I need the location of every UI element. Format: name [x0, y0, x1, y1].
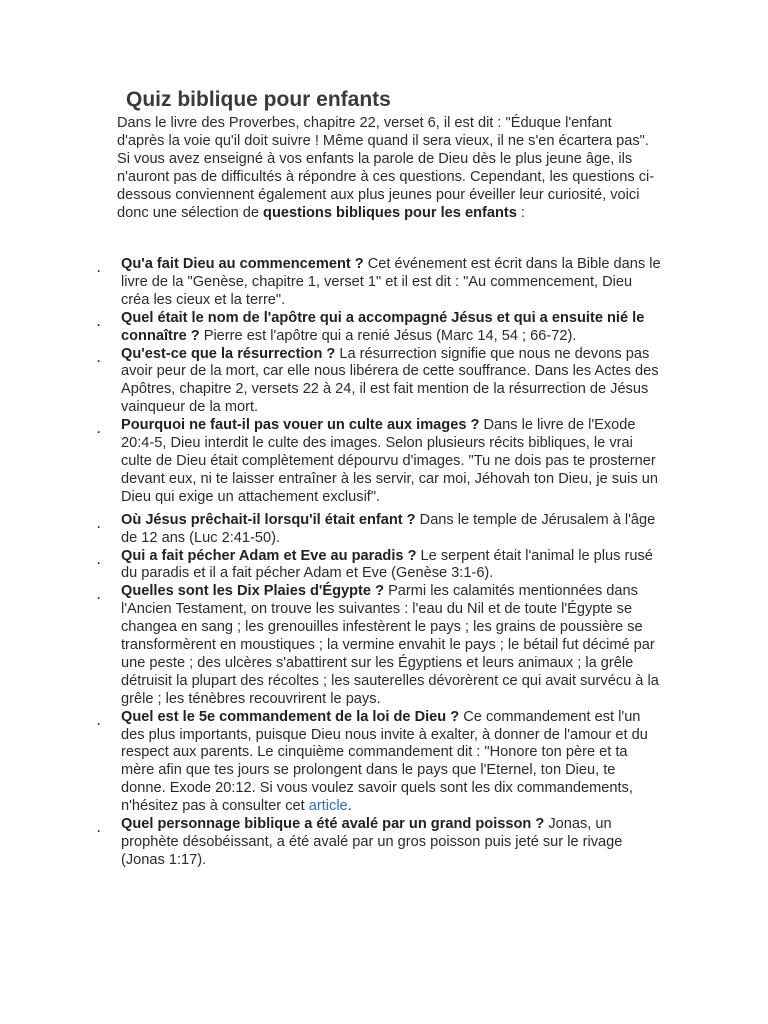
- question-text: Quel personnage biblique a été avalé par un grand poisson ?: [121, 816, 545, 833]
- page-title: Quiz biblique pour enfants: [126, 88, 391, 111]
- answer-end: .: [347, 798, 352, 815]
- question-text: Qu'est-ce que la résurrection ?: [121, 345, 336, 362]
- list-item: [0, 346, 661, 418]
- answer-text: La résurrection signifie que nous ne devons pas avoir peur de la mort, car elle nous libérera de cette souffrance. Dans les Actes des Apôtres, chapitre 2, versets 22 à 24, il est fait mention de la résurrection de Jésus vainqueur de la mort.: [121, 345, 659, 416]
- question-text: Quelles sont les Dix Plaies d'Égypte ?: [121, 583, 385, 600]
- answer-text: Cet événement est écrit dans la Bible dans le livre de la "Genèse, chapitre 1, verset 1" et il est dit : "Au commencement, Dieu créa les cieux et la terre".: [121, 256, 661, 308]
- intro-end: :: [516, 205, 525, 222]
- article-link[interactable]: article: [308, 798, 348, 815]
- question-list: [0, 256, 768, 870]
- bullet-icon: .: [97, 422, 101, 437]
- bullet-icon: .: [97, 314, 101, 329]
- question-text: Qui a fait pécher Adam et Eve au paradis ?: [121, 547, 417, 564]
- answer-text: Parmi les calamités mentionnées dans l'Ancien Testament, on trouve les suivantes : l'eau du Nil et de toute l'Égypte se changea en sang ; les grenouilles infestèrent le pays ; les grains de poussière se transformèrent en moustiques ; la vermine envahit le pays ; le bétail fut décimé par une peste ; des ulcères s'abattirent sur les Égyptiens et leurs animaux ; la grêle détruisit la plupart des récoltes ; les sauterelles dévorèrent ce qui avait survécu à la grêle ; les ténèbres recouvrirent le pays.: [121, 583, 659, 707]
- question-text: Qu'a fait Dieu au commencement ?: [121, 256, 364, 272]
- question-text: Où Jésus prêchait-il lorsqu'il était enfant ?: [121, 511, 416, 528]
- question-text: Pourquoi ne faut-il pas vouer un culte aux images ?: [121, 417, 480, 434]
- intro-bold-phrase: questions bibliques pour les enfants: [263, 205, 517, 222]
- bullet-icon: .: [97, 713, 101, 728]
- answer-text: Dans le temple de Jérusalem à l'âge de 12 ans (Luc 2:41-50).: [121, 511, 656, 546]
- question-text: Quel était le nom de l'apôtre qui a accompagné Jésus et qui a ensuite nié le connaître ?: [121, 309, 645, 344]
- bullet-icon: .: [97, 516, 101, 531]
- answer-text: Pierre est l'apôtre qui a renié Jésus (Marc 14, 54 ; 66-72).: [199, 327, 577, 344]
- intro-paragraph: [117, 114, 657, 223]
- list-item: [0, 310, 661, 346]
- list-item: [0, 512, 661, 548]
- list-item: [0, 816, 661, 870]
- list-item: [0, 417, 661, 507]
- list-item: [0, 709, 661, 816]
- bullet-icon: .: [97, 552, 101, 567]
- bullet-icon: .: [97, 350, 101, 365]
- list-item: [0, 548, 661, 584]
- answer-text: Le serpent était l'animal le plus rusé du paradis et il a fait pécher Adam et Eve (Genèse 3:1-6).: [121, 547, 653, 582]
- answer-text: Jonas, un prophète désobéissant, a été avalé par un gros poisson puis jeté sur le rivage (Jonas 1:17).: [121, 816, 623, 868]
- list-item: [0, 256, 661, 310]
- question-text: Quel est le 5e commandement de la loi de Dieu ?: [121, 708, 460, 725]
- bullet-icon: .: [97, 588, 101, 603]
- bullet-icon: .: [97, 261, 101, 275]
- bullet-icon: .: [97, 821, 101, 836]
- intro-text: Dans le livre des Proverbes, chapitre 22, verset 6, il est dit : "Éduque l'enfant d'après la voie qu'il doit suivre ! Même quand il sera vieux, il ne s'en écartera pas". Si vous avez enseigné à vos enfants la parole de Dieu dès le plus jeune âge, ils n'auront pas de difficultés à répondre à ces questions. Cependant, les questions ci-dessous conviennent également aux plus jeunes pour éveiller leur curiosité, voici donc une sélection de: [117, 115, 655, 222]
- answer-text: Ce commandement est l'un des plus importants, puisque Dieu nous invite à exalter, à donner de l'amour et du respect aux parents. Le cinquième commandement dit : "Honore ton père et ta mère afin que tes jours se prolongent dans le pays que l'Eternel, ton Dieu, te donne. Exode 20:12. Si vous voulez savoir quels sont les dix commandements, n'hésitez pas à consulter cet: [121, 708, 648, 815]
- list-item: [0, 583, 661, 708]
- answer-text: Dans le livre de l'Exode 20:4-5, Dieu interdit le culte des images. Selon plusieurs récits bibliques, le vrai culte de Dieu était complètement dépourvu d'images. "Tu ne dois pas te prosterner devant eux, ni te laisser entraîner à les servir, car moi, Jéhovah ton Dieu, je suis un Dieu qui exige un attachement exclusif".: [121, 417, 658, 505]
